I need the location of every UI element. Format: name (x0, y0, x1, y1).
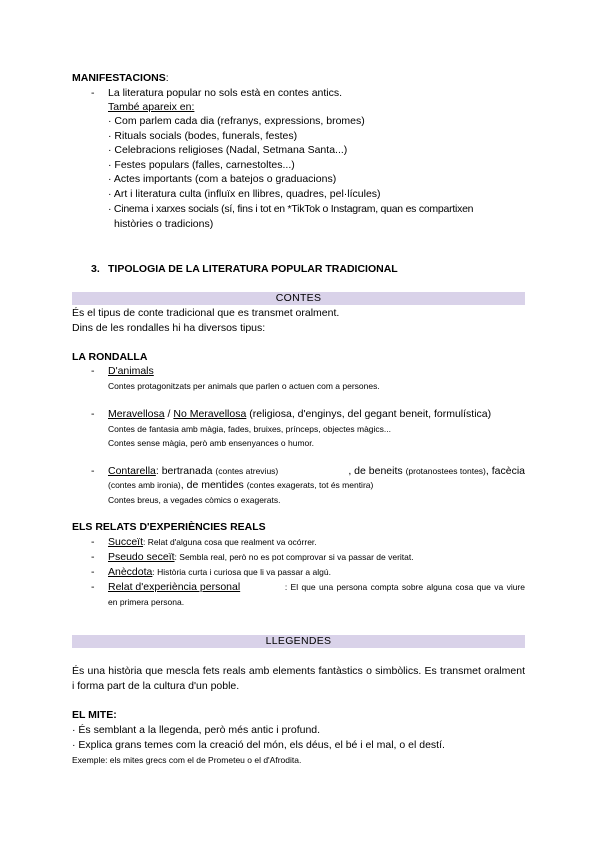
section-number: 3. (91, 263, 100, 275)
relat-item: Relat d'experiència personal : El que una persona compta sobre alguna cosa que va viure (108, 581, 525, 593)
animals-label: D'animals (108, 365, 154, 377)
list-item: · Celebracions religioses (Nadal, Setmana Santa...) (108, 144, 348, 156)
contes-line: És el tipus de conte tradicional que es transmet oralment. (72, 307, 340, 319)
llegendes-band: LLEGENDES (72, 635, 525, 648)
dash-bullet: - (91, 87, 95, 99)
manifestacions-heading: MANIFESTACIONS: (72, 72, 169, 84)
list-item-cont: històries o tradicions) (114, 218, 214, 230)
also-label: També apareix en: (108, 101, 195, 113)
llegendes-text: És una història que mescla fets reals amb elements fantàstics o simbòlics. Es transmet oralment i forma part de la cultura d'un poble. (72, 665, 525, 692)
list-item: · Actes importants (com a batejos o graduacions) (108, 173, 337, 185)
relats-heading: ELS RELATS D'EXPERIÈNCIES REALS (72, 521, 266, 533)
relat-item-cont: en primera persona. (108, 597, 185, 607)
dash-bullet: - (91, 365, 95, 377)
relat-item: Pseudo seceït: Sembla real, però no es pot comprovar si va passar de veritat. (108, 551, 414, 563)
mite-item: · És semblant a la llegenda, però més antic i profund. (72, 724, 321, 736)
dash-bullet: - (91, 551, 95, 563)
mite-example: Exemple: els mites grecs com el de Prometeu o el d'Afrodita. (72, 755, 302, 765)
mite-heading: EL MITE: (72, 709, 117, 721)
dash-bullet: - (91, 408, 95, 420)
contarella-desc: Contes breus, a vegades còmics o exagerats. (108, 495, 281, 505)
manifestacions-intro: La literatura popular no sols està en contes antics. (108, 87, 343, 99)
meravellosa-desc: Contes de fantasia amb màgia, fades, bruixes, prínceps, objectes màgics... (108, 424, 392, 434)
contes-line: Dins de les rondalles hi ha diversos tipus: (72, 322, 266, 334)
dash-bullet: - (91, 566, 95, 578)
animals-desc: Contes protagonitzats per animals que parlen o actuen com a persones. (108, 381, 380, 391)
list-item: · Festes populars (falles, carnestoltes...) (108, 159, 295, 171)
dash-bullet: - (91, 536, 95, 548)
contarella-line2: (contes amb ironia), de mentides (contes exagerats, tot és mentira) (108, 479, 374, 491)
list-item: · Rituals socials (bodes, funerals, festes) (108, 130, 298, 142)
dash-bullet: - (91, 465, 95, 477)
list-item: · Com parlem cada dia (refranys, expressions, bromes) (108, 115, 365, 127)
list-item: · Cinema i xarxes socials (sí, fins i tot en *TikTok o Instagram, quan es compartixen (108, 203, 474, 215)
section-title: TIPOLOGIA DE LA LITERATURA POPULAR TRADICIONAL (108, 263, 398, 275)
contes-band: CONTES (72, 292, 525, 305)
list-item: · Art i literatura culta (influïx en llibres, quadres, pel·lícules) (108, 188, 381, 200)
contarella-line: Contarella: bertranada (contes atrevius) , de beneits (protanostees tontes), facècia (108, 465, 525, 477)
meravellosa-line: Meravellosa / No Meravellosa (religiosa, d'enginys, del gegant beneit, formulística) (108, 408, 492, 420)
relat-item: Anècdota: Història curta i curiosa que li va passar a algú. (108, 566, 331, 578)
dash-bullet: - (91, 581, 95, 593)
rondalla-heading: LA RONDALLA (72, 351, 148, 363)
meravellosa-desc: Contes sense màgia, però amb ensenyances o humor. (108, 438, 315, 448)
relat-item: Succeït: Relat d'alguna cosa que realment va ocórrer. (108, 536, 317, 548)
mite-item: · Explica grans temes com la creació del món, els déus, el bé i el mal, o el destí. (72, 739, 445, 751)
